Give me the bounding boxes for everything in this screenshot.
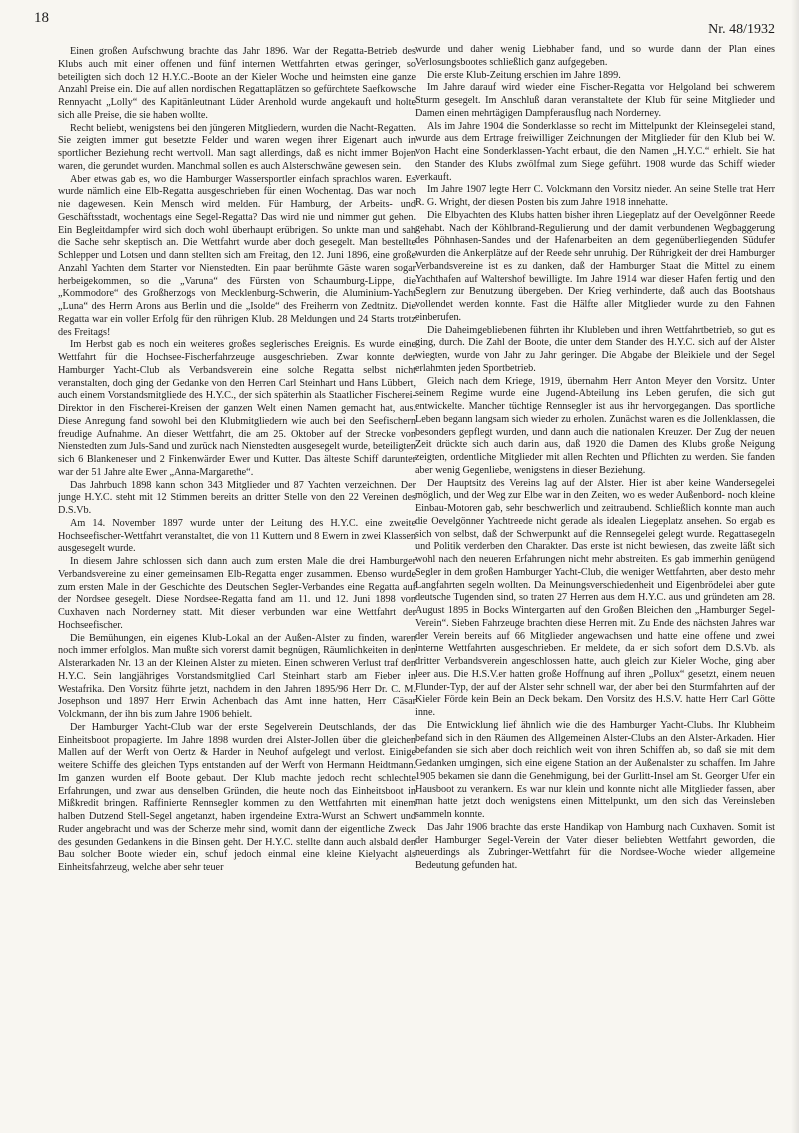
paragraph: Der Hauptsitz des Vereins lag auf der Alster. Hier ist aber keine Wandersegelei möglich, und der Weg zur Elbe war in den Zeiten, wo es weder Außenbord- noch kleine Einbau-Motoren gab, sehr beschwerlich und zeitraubend. Schließlich konnte man auch die Oevelgönner Yachtreede nicht gerade als idealen Liegeplatz ansehen. So ergab es sich von selbst, daß der Schwerpunkt auf die Rennsegelei gelegt wurde. Regattasegeln und Politik verderben den Charakter. Das erste ist nicht bewiesen, das zweite läßt sich wohl nach den neueren Erfahrungen nicht mehr abstreiten. Es gab immerhin genügend Segler in dem großen Hamburger Yacht-Club, die weniger Wettfahrten, aber desto mehr Langfahrten segeln wollten. Da Meinungsverschiedenheit und Eigenbrödelei aber gute deutsche Tugenden sind, so traten 27 Herren aus dem H.Y.C. aus und gründeten am 28. August 1895 in Bocks Wintergarten auf den Großen Bleichen den „Hamburger Segel-Verein“. Sieben Fahrzeuge brachten diese Herren mit. Zu Ende des nächsten Jahres war der Verein bereits auf 66 Mitglieder angewachsen und hatte eine offene und zwei interne Wettfahrten ausgeschrieben. Er meldete, da er sich sofort dem D.S.Vb. als dritter Verbandsverein angeschlossen hatte, auch gleich zur Kieler Woche, ging aber leer aus. Die H.S.V.er hatten große Hoffnung auf ihren „Pollux“ gesetzt, einem neuen Flunder-Typ, der auf der Alster sehr schnell war, der aber bei den Sturmfahrten auf der Kieler Förde kein Bein an Deck bekam. Den Vorsitz des H.S.V. hatte Herr Carl Götte inne. <box>415 477 775 718</box>
paragraph: Im Herbst gab es noch ein weiteres großes seglerisches Ereignis. Es wurde eine Wettfahrt für die Hochsee-Fischerfahrzeuge ausgeschrieben. Zwar konnte der Hamburger Yacht-Club als Verbandsverein eine solche Regatta selbst nicht veranstalten, doch ging der Gedanke von den Herren Carl Steinhart und Hans Lübbert, auch einem Vorstandsmitgliede des H.Y.C., der sich späterhin als Staatlicher Fischerei-Direktor in den Fischerei-Kreisen der ganzen Welt einen Namen gemacht hat, aus. Diese Anregung fand sowohl bei den Klubmitgliedern wie auch bei den Seefischern freudige Aufnahme. An dieser Wettfahrt, die am 25. Oktober auf der Strecke von Nienstedten zum Juls-Sand und zurück nach Nienstedten ausgesegelt wurde, beteiligten sich 6 Blankeneser und 2 Finkenwärder Ewer und Kutter. Das älteste Schiff darunter war der 51 Jahre alte Ewer „Anna-Margarethe“. <box>58 339 416 478</box>
paragraph: Der Hamburger Yacht-Club war der erste Segelverein Deutschlands, der das Einheitsboot propagierte. Im Jahre 1898 wurden drei Alster-Jollen über die gleichen Mallen auf der Werft von Oertz & Harder in Neuhof aufgelegt und verlost. Einige weitere Schiffe des gleichen Typs entstanden auf der Werft von Hermann Heidtmann. Im ganzen wurden elf Boote gebaut. Der Klub machte jedoch recht schlechte Erfahrungen, und zwar aus denselben Gründen, die heute noch das Einheitsboot in Mißkredit bringen. Raffinierte Rennsegler kommen zu den Wettfahrten mit einem halben Dutzend Stell-Segel angetanzt, haben irgendeine Extra-Wurst an Schwert und Ruder angebracht und was der Scherze mehr sind, womit dann der eigentliche Zweck des gesunden Gedankens in die Binsen geht. Der H.Y.C. stellte dann auch alsbald den Bau solcher Boote wieder ein, schuf jedoch einmal eine kleine Kielyacht als Einheitsfahrzeug, welche aber sehr teuer <box>58 721 416 873</box>
paragraph: Einen großen Aufschwung brachte das Jahr 1896. War der Regatta-Betrieb des Klubs auch mit einer offenen und fünf internen Wettfahrten etwas geringer, so beteiligten sich doch 12 H.Y.C.-Boote an der Kieler Woche und heimsten eine ganze Anzahl Preise ein. Die auf allen nordischen Regattaplätzen so gefürchtete Saefkowsche Rennyacht „Lolly“ des Kapitänleutnant Lüder Arenhold wurde angekauft und holte sich alle Preise, die sie haben wollte. <box>58 46 416 121</box>
page-edge-shadow <box>791 0 799 1133</box>
paragraph: Das Jahrbuch 1898 kann schon 343 Mitglieder und 87 Yachten verzeichnen. Der junge H.Y.C. steht mit 12 Stimmen bereits an dritter Stelle von den 22 Vereinen des D.S.Vb. <box>58 479 416 516</box>
paragraph: Im Jahre 1907 legte Herr C. Volckmann den Vorsitz nieder. An seine Stelle trat Herr R. G. Wright, der diesen Posten bis zum Jahre 1918 innehatte. <box>415 184 775 208</box>
paragraph: Im Jahre darauf wird wieder eine Fischer-Regatta vor Helgoland bei schwerem Sturm gesegelt. Im Anschluß daran veranstaltete der Klub für seine Mitglieder und Damen einen mehrtägigen Dampferausflug nach Norderney. <box>415 82 775 119</box>
paragraph: Recht beliebt, wenigstens bei den jüngeren Mitgliedern, wurden die Nacht-Regatten. Sie zeigten immer gut besetzte Felder und waren wegen ihrer Eigenart auch in sportlicher Beziehung recht wertvoll. Man sagt allerdings, daß es nicht immer Bojen waren, die gerundet wurden. Manchmal sollen es auch Alsterschwäne gewesen sein. <box>58 122 416 172</box>
paragraph: wurde und daher wenig Liebhaber fand, und so wurde dann der Plan eines Verlosungsbootes schließlich ganz aufgegeben. <box>415 44 775 68</box>
page-number: 18 <box>34 10 49 26</box>
left-column <box>58 46 416 1121</box>
paragraph: Am 14. November 1897 wurde unter der Leitung des H.Y.C. eine zweite Hochseefischer-Wettfahrt veranstaltet, die von 11 Kuttern und 8 Ewern in zwei Klassen ausgesegelt wurde. <box>58 517 416 555</box>
right-column <box>415 44 775 1119</box>
paragraph: Die Daheimgebliebenen führten ihr Klubleben und ihren Wettfahrtbetrieb, so gut es ging, durch. Die Zahl der Boote, die unter dem Stander des H.Y.C. sich auf der Alster wiegten, wurde von Jahr zu Jahr geringer. Die Abgabe der Bleikiele und der Segel erlahmten jeden Sportbetrieb. <box>415 324 775 374</box>
paragraph: Die Entwicklung lief ähnlich wie die des Hamburger Yacht-Clubs. Ihr Klubheim befand sich in den Räumen des Allgemeinen Alster-Clubs an den Alster-Arkaden. Hier befanden sie sich aber doch reichlich weit von ihren Schiffen ab, so daß sie mit dem Gedanken umgingen, sich eine eigene Station an der Außenalster zu schaffen. Im Jahre 1905 bekamen sie dann die Genehmigung, bei der Gurlitt-Insel am St. Georger Ufer ein Hausboot zu verankern. Es war nur klein und konnte nicht alle Mitglieder fassen, aber man hatte jetzt doch wenigstens einen Mittelpunkt, um den sich das Vereinsleben sammeln konnte. <box>415 719 775 820</box>
paragraph: Die Elbyachten des Klubs hatten bisher ihren Liegeplatz auf der Oevelgönner Reede gehabt. Nach der Köhlbrand-Regulierung und der damit verbundenen Wegbaggerung des Pöhnhasen-Sandes und der Hafenarbeiten an dem gegenüberliegenden Südufer wurden die Ankerplätze auf der Reede sehr unruhig. Der Rührigkeit der drei Hamburger Verbandsvereine ist es zu danken, daß der Hamburger Staat die Mittel zu einem Yachthafen auf Waltershof bewilligte. Im Jahre 1914 war dieser Hafen fertig und den Seglern zur Benutzung übergeben. Der Krieg verhinderte, daß auch das Bootshaus vollendet werden konnte. Fast die Hälfte aller Mitglieder wurde zu den Fahnen einberufen. <box>415 209 775 323</box>
paragraph: Aber etwas gab es, wo die Hamburger Wassersportler einfach sprachlos waren. Es wurde nämlich eine Elb-Regatta ausgeschrieben für einen Wochentag. Das war noch nie dagewesen. Kein Mensch wird melden. Für Hamburg, der Arbeits- und Geschäftsstadt, wochentags eine Segel-Regatta? Das wird nie und nimmer gut gehen. Ein Begleitdampfer wird sich doch wohl überhaupt erübrigen. So unkte man und sah die Sache sehr skeptisch an. Die Wettfahrt wurde aber doch gesegelt. Man bestellte Schlepper und Lotsen und dann stellten sich am Freitag, den 12. Juni 1896, eine große Anzahl Yachten dem Starter vor Nienstedten. Ein paar berühmte Gäste waren sogar herbeigekommen, so die „Varuna“ des Fürsten von Schaumburg-Lippe, die „Kommodore“ des Großherzogs von Mecklenburg-Schwerin, die Aluminium-Yacht „Luna“ des Herrn Arons aus Berlin und die „Isolde“ des Freiherrn von Zedtnitz. Die Regatta war ein voller Erfolg für den rührigen Klub. 28 Meldungen und 24 Starts trotz des Freitags! <box>58 173 416 338</box>
paragraph: Gleich nach dem Kriege, 1919, übernahm Herr Anton Meyer den Vorsitz. Unter seinem Regime wurde eine Jugend-Abteilung ins Leben gerufen, die sich gut entwickelte. Mancher tüchtige Rennsegler ist aus ihr hervorgegangen. Das sportliche Leben begann langsam sich wieder zu erholen. Zunächst waren es die Jollenklassen, die besonders gepflegt wurden, und dann auch die nationalen Kreuzer. Der Zug der neuen Zeit drückte sich auch darin aus, daß 1920 die Damen des Klubs große Neigung zeigten, ordentliche Mitglieder mit allen Rechten und Pflichten zu werden. Sie fanden aber wenig Gegenliebe, wenigstens in dieser Beziehung. <box>415 375 775 476</box>
paragraph: Die erste Klub-Zeitung erschien im Jahre 1899. <box>427 69 621 81</box>
paragraph: Die Bemühungen, ein eigenes Klub-Lokal an der Außen-Alster zu finden, waren noch immer erfolglos. Man mußte sich vorerst damit begnügen, Räumlichkeiten in den Alsterarkaden Nr. 13 an der Kleinen Alster zu mieten. Einen schweren Verlust traf den H.Y.C. Sein langjähriges Vorstandsmitglied Carl Steinhart starb am Fieber in Westafrika. Den Vorsitz führte jetzt, nachdem in den Jahren 1895/96 Herr Dr. C. M. Josephson und 1897 Herr Erwin Achenbach das Amt inne hatten, Herr Cäsar Volckmann, der ihn bis zum Jahre 1906 behielt. <box>58 632 416 720</box>
paragraph: Das Jahr 1906 brachte das erste Handikap von Hamburg nach Cuxhaven. Somit ist der Hamburger Segel-Verein der Vater dieser beliebten Wettfahrt geworden, die neuerdings als Zubringer-Wettfahrt für die Nordsee-Woche wieder allgemeine Bedeutung gefunden hat. <box>415 821 775 871</box>
paragraph: In diesem Jahre schlossen sich dann auch zum ersten Male die drei Hamburger Verbandsvereine zu einer gemeinsamen Elb-Regatta enger zusammen. Ebenso wurde zum ersten Male in der Geschichte des Deutschen Segler-Verbandes eine Regatta auf der Nordsee gesegelt. Diese Nordsee-Regatta fand am 11. und 12. Juni 1898 von Cuxhaven nach Norderney statt. Mit dieser verbunden war eine Wettfahrt der Hochseefischer. <box>58 556 416 631</box>
issue-number: Nr. 48/1932 <box>708 22 775 37</box>
paragraph: Als im Jahre 1904 die Sonderklasse so recht im Mittelpunkt der Kleinsegelei stand, wurde aus dem Ertrage freiwilliger Zeichnungen der Mitglieder für den Klub bei W. von Hacht eine Sonderklassen-Yacht erbaut, die den Namen „H.Y.C.“ erhielt. Sie hat den Stander des Klubs zwölfmal zum Siege geführt. 1908 wurde das Schiff wieder verkauft. <box>415 120 775 183</box>
